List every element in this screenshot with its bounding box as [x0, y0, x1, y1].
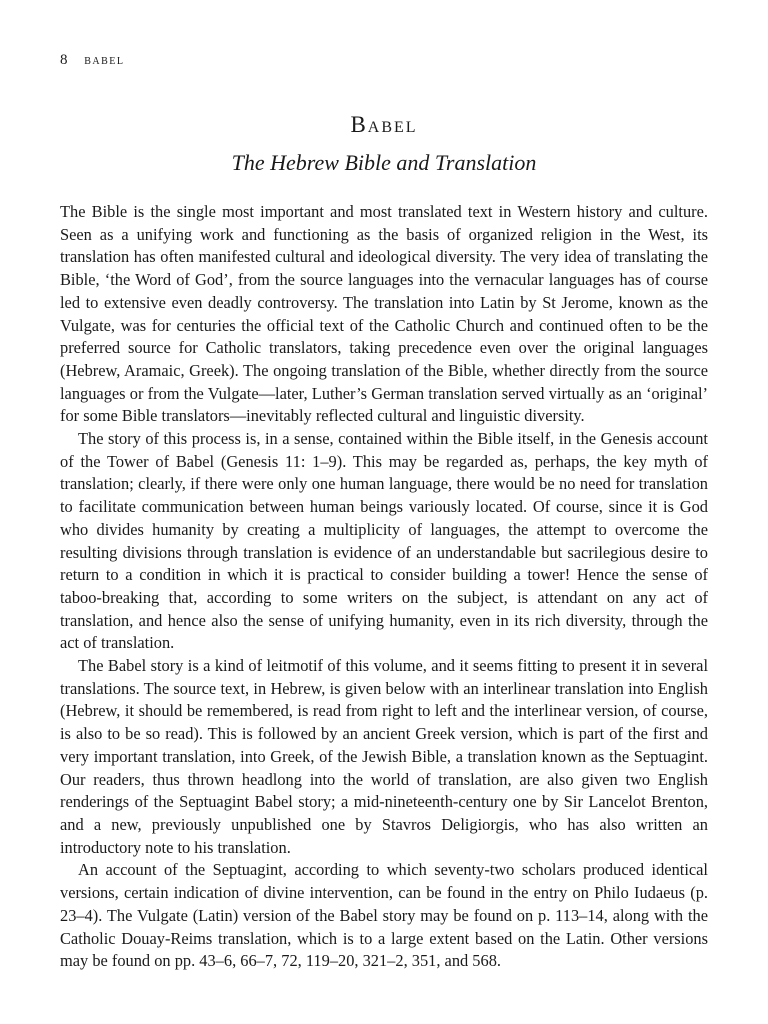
paragraph: The Babel story is a kind of leitmotif of this volume, and it seems fitting to present it in several translations. The source text, in Hebrew, is given below with an interlinear translation into English (Hebrew, it should be remembered, is read from right to left and the interlinear version, of course, is also to be so read). This is followed by an ancient Greek version, which is part of the first and very important translation, into Greek, of the Jewish Bible, a translation known as the Septuagint. Our readers, thus thrown headlong into the world of translation, are also given two English renderings of the Septuagint Babel story; a mid-nineteenth-century one by Sir Lancelot Brenton, and a new, previously unpublished one by Stavros Deligiorgis, who has also written an introductory note to his translation.	[60, 656, 708, 857]
running-head	[60, 52, 125, 69]
paragraph: The Bible is the single most important and most translated text in Western history and culture. Seen as a unifying work and functioning as the basis of organized religion in the West, its translation has often manifested cultural and ideological diversity. The very idea of translating the Bible, ‘the Word of God’, from the source languages into the vernacular languages has of course led to extensive even deadly controversy. The translation into Latin by St Jerome, known as the Vulgate, was for centuries the official text of the Catholic Church and continued often to be the preferred source for Catholic translators, taking precedence even over the original languages (Hebrew, Aramaic, Greek). The ongoing translation of the Bible, whether directly from the source languages or from the Vulgate—later, Luther’s German translation served virtually as an ‘original’ for some Bible translators—inevitably reflected cultural and linguistic diversity.	[60, 202, 708, 426]
chapter-title: Babel	[350, 112, 418, 137]
paragraph: An account of the Septuagint, according to which seventy-two scholars produced identical versions, certain indication of divine intervention, can be found in the entry on Philo Iudaeus (p. 23–4). The Vulgate (Latin) version of the Babel story may be found on p. 113–14, along with the Catholic Douay-Reims translation, which is to a large extent based on the Latin. Other versions may be found on pp. 43–6, 66–7, 72, 119–20, 321–2, 351, and 568.	[60, 860, 708, 971]
chapter-subtitle: The Hebrew Bible and Translation	[231, 150, 537, 175]
page-number: 8	[60, 52, 68, 68]
body-text	[60, 201, 708, 973]
running-title: babel	[84, 53, 125, 68]
paragraph: The story of this process is, in a sense, contained within the Bible itself, in the Genesis account of the Tower of Babel (Genesis 11: 1–9). This may be regarded as, perhaps, the key myth of translation; clearly, if there were only one human language, there would be no need for translation to facilitate communication between human beings variously located. Of course, since it is God who divides humanity by creating a multiplicity of languages, the attempt to overcome the resulting divisions through translation is evidence of an understandable but sacrilegious desire to return to a condition in which it is practical to consider building a tower! Hence the sense of taboo-breaking that, according to some writers on the subject, is attendant on any act of translation, and hence also the sense of unifying humanity, even in its rich diversity, through the act of translation.	[60, 429, 708, 653]
